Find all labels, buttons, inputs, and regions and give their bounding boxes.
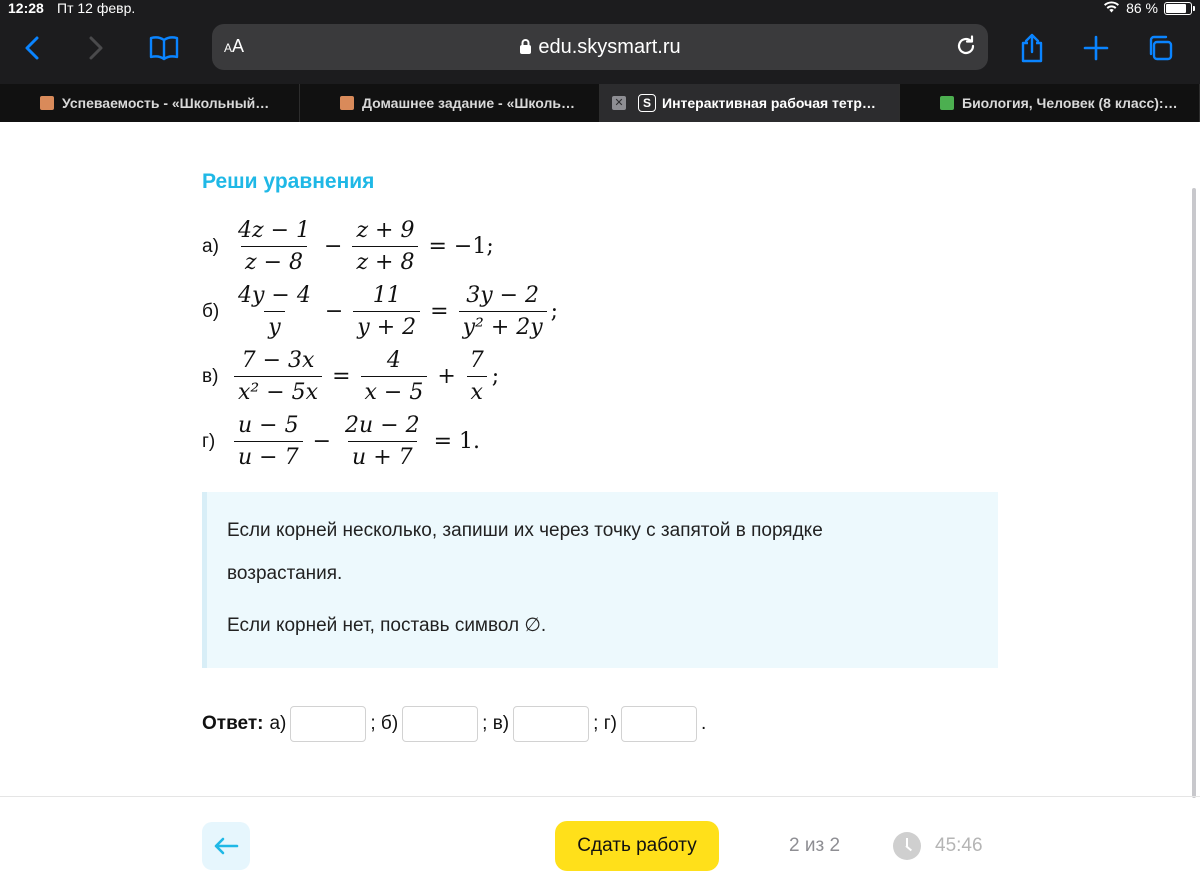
school-favicon-icon	[40, 96, 54, 110]
status-bar	[0, 0, 1200, 18]
chevron-right-icon	[88, 35, 104, 61]
tab-homework[interactable]: Домашнее задание - «Школь…	[300, 84, 600, 122]
answer-row: Ответ: а) ; б) ; в) ; г) .	[202, 706, 706, 742]
browser-chrome	[0, 0, 1200, 84]
task-heading: Реши уравнения	[202, 170, 375, 193]
equation-a: а) $\frac{4z - 1}{z - 8}$ − $\frac{z + 9}{z + 8}$ = −1;	[202, 218, 494, 275]
fraction: $\frac{3y - 2}{\text{y² + 2y}}$	[459, 283, 547, 340]
url-text: edu.skysmart.ru	[538, 36, 681, 58]
fraction: $\frac{11}{y + 2}$	[353, 283, 420, 340]
footer-divider	[0, 796, 1200, 797]
fraction: $\frac{2u - 2}{u + 7}$	[345, 413, 420, 470]
skysmart-favicon-icon: S	[638, 94, 656, 112]
address-bar[interactable]	[212, 24, 988, 70]
lock-icon	[519, 38, 532, 61]
forward-nav-button[interactable]	[78, 30, 114, 66]
page-scrollbar[interactable]	[1192, 188, 1196, 798]
tabs-overview-button[interactable]	[1142, 30, 1178, 66]
battery-percent: 86 %	[1126, 0, 1158, 16]
fraction: $\frac{4z - 1}{z - 8}$	[238, 218, 311, 275]
instruction-note	[202, 492, 998, 668]
tab-bar	[0, 84, 1200, 122]
fraction: $\frac{7 - 3x}{\text{x² − 5x}}$	[234, 348, 322, 405]
share-icon	[1019, 33, 1045, 63]
tabs-icon	[1146, 34, 1174, 62]
status-date: Пт 12 февр.	[57, 0, 136, 16]
battery-icon	[1164, 2, 1192, 15]
equation-v: в) $\frac{7 - 3x}{\text{x² − 5x}}$ = $\frac{4}{x - 5}$ + $\frac{7}{x}$ ;	[202, 348, 500, 405]
equation-b: б) $\frac{4y - 4}{y}$ − $\frac{11}{y + 2}$ = $\frac{3y - 2}{\text{y² + 2y}}$ ;	[202, 283, 559, 340]
answer-input-g[interactable]	[621, 706, 697, 742]
note-text-line: возрастания.	[227, 563, 343, 584]
fraction: $\frac{u - 5}{u - 7}$	[234, 413, 303, 470]
equation-g: г) $\frac{u - 5}{u - 7}$ − $\frac{2u - 2}{u + 7}$ = 1.	[202, 413, 481, 470]
previous-task-button[interactable]	[202, 822, 250, 870]
wifi-icon	[1103, 0, 1120, 16]
book-icon	[148, 35, 180, 61]
timer	[893, 832, 983, 860]
bookmarks-button[interactable]	[146, 30, 182, 66]
fraction: $\frac{4y - 4}{y}$	[238, 283, 311, 340]
answer-input-v[interactable]	[513, 706, 589, 742]
school-favicon-icon	[340, 96, 354, 110]
tab-workbook[interactable]: ✕ S Интерактивная рабочая тетр…	[600, 84, 900, 122]
back-nav-button[interactable]	[14, 30, 50, 66]
fraction: $\frac{7}{x}$	[466, 348, 488, 405]
answer-input-b[interactable]	[402, 706, 478, 742]
tab-biology[interactable]: Биология, Человек (8 класс):…	[900, 84, 1200, 122]
new-tab-button[interactable]	[1078, 30, 1114, 66]
page-counter: 2 из 2	[789, 835, 841, 856]
note-text-line: Если корней несколько, запиши их через точку с запятой в порядке	[227, 520, 823, 541]
answer-label: Ответ:	[202, 713, 264, 734]
close-tab-icon[interactable]: ✕	[612, 96, 626, 110]
chevron-left-icon	[24, 35, 40, 61]
reload-icon[interactable]	[954, 34, 978, 63]
reader-options-button[interactable]: AA	[224, 36, 245, 56]
equations-list	[202, 214, 558, 474]
share-button[interactable]	[1014, 30, 1050, 66]
tab-uspevaemost[interactable]: Успеваемость - «Школьный…	[0, 84, 300, 122]
note-text-line: Если корней нет, поставь символ ∅.	[227, 615, 547, 636]
timer-value: 45:46	[935, 835, 983, 856]
book-favicon-icon	[940, 96, 954, 110]
fraction: $\frac{z + 9}{z + 8}$	[352, 218, 418, 275]
fraction: $\frac{4}{x - 5}$	[361, 348, 428, 405]
submit-work-button[interactable]: Сдать работу	[555, 821, 719, 871]
plus-icon	[1083, 35, 1109, 61]
answer-input-a[interactable]	[290, 706, 366, 742]
status-time: 12:28	[8, 0, 44, 16]
arrow-left-icon	[213, 836, 239, 856]
clock-icon	[893, 832, 921, 860]
